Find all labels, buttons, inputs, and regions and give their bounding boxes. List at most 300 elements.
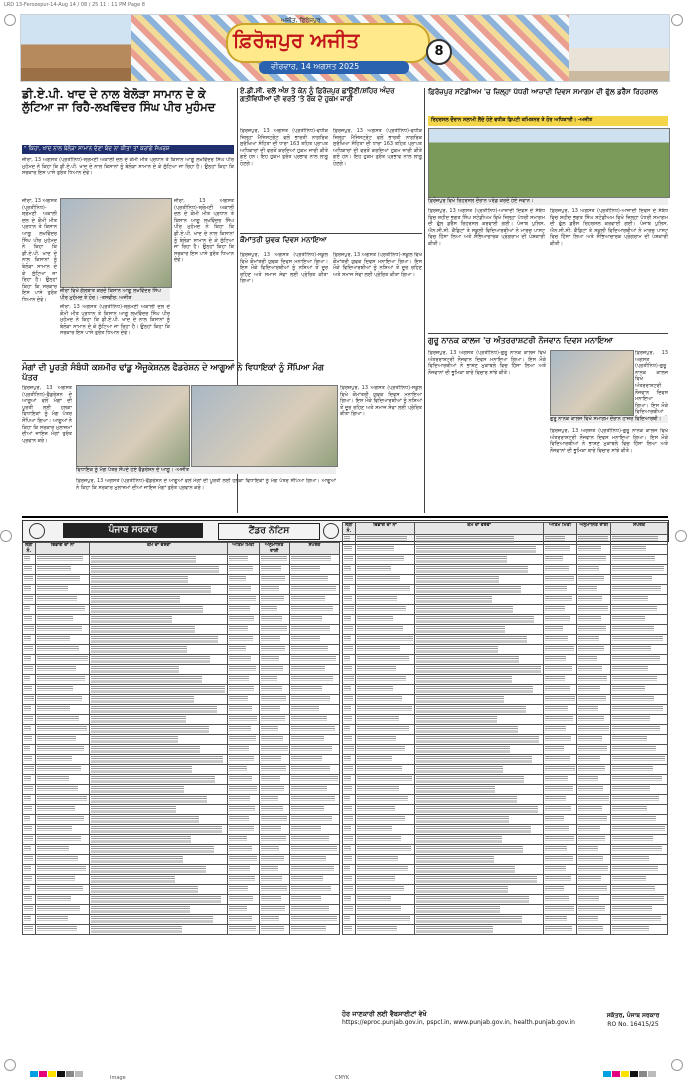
table-row bbox=[343, 675, 668, 685]
fine-print bbox=[261, 576, 286, 581]
fine-print bbox=[416, 926, 493, 933]
crop-mark bbox=[0, 530, 12, 542]
table-cell bbox=[543, 635, 576, 645]
table-cell bbox=[35, 825, 90, 835]
fine-print bbox=[24, 746, 30, 751]
fine-print bbox=[344, 646, 353, 651]
table-cell bbox=[611, 605, 668, 615]
table-cell bbox=[543, 695, 576, 705]
fine-print bbox=[37, 596, 77, 601]
table-cell bbox=[259, 745, 289, 755]
fine-print bbox=[545, 706, 568, 711]
fine-print bbox=[344, 716, 352, 721]
fine-print bbox=[416, 886, 508, 893]
table-cell bbox=[611, 625, 668, 635]
fine-print bbox=[344, 706, 351, 711]
table-cell bbox=[35, 765, 90, 775]
fine-print bbox=[291, 796, 335, 801]
table-cell bbox=[228, 685, 260, 695]
story4-body-col: ਫ਼ਿਰੋਜ਼ਪੁਰ, 13 ਅਗਸਤ (ਪ੍ਰਤੀਨਿਧ)-ਸਕੂਲ ਵਿਖੇ ਕੌਮਾਂਤਰੀ ਯੁਵਕ ਦਿਵਸ ਮਨਾਇਆ ਗਿਆ। ਇਸ ਮੌਕੇ ਵਿਦਿਆਰਥੀਆਂ ਨੂੰ ਨਸ਼ਿਆਂ ਤੋਂ ਦੂਰ ਰਹਿਣ ਅਤੇ ਸਮਾਜ ਸੇਵਾ ਲਈ ਪ੍ਰੇਰਿਤ ਕੀਤਾ ਗਿਆ। bbox=[340, 385, 422, 418]
fine-print bbox=[344, 586, 350, 591]
table-cell bbox=[35, 775, 90, 785]
table-cell bbox=[355, 635, 414, 645]
fine-print bbox=[37, 746, 85, 751]
table-cell bbox=[90, 625, 228, 635]
table-cell bbox=[289, 815, 339, 825]
table-cell bbox=[90, 735, 228, 745]
th-dept: ਵਿਭਾਗ ਦਾ ਨਾਂ bbox=[355, 523, 414, 535]
table-cell bbox=[35, 565, 90, 575]
table-cell bbox=[543, 765, 576, 775]
tender-table bbox=[22, 542, 340, 935]
table-cell bbox=[90, 605, 228, 615]
fine-print bbox=[578, 916, 597, 921]
table-cell bbox=[289, 875, 339, 885]
table-cell bbox=[90, 745, 228, 755]
table-cell bbox=[577, 745, 611, 755]
table-cell bbox=[611, 685, 668, 695]
fine-print bbox=[91, 646, 187, 653]
table-cell bbox=[23, 885, 36, 895]
fine-print bbox=[24, 646, 33, 651]
table-cell bbox=[543, 725, 576, 735]
table-cell bbox=[415, 855, 544, 865]
table-cell bbox=[577, 735, 611, 745]
fine-print bbox=[578, 886, 606, 891]
table-cell bbox=[611, 835, 668, 845]
fine-print bbox=[37, 916, 69, 921]
table-cell bbox=[611, 855, 668, 865]
table-cell bbox=[23, 865, 36, 875]
table-cell bbox=[577, 895, 611, 905]
table-cell bbox=[577, 605, 611, 615]
fine-print bbox=[357, 756, 393, 761]
fine-print bbox=[344, 666, 352, 671]
th-date: ਅੰਤਿਮ ਮਿਤੀ bbox=[543, 523, 576, 535]
table-row bbox=[23, 655, 340, 665]
table-cell bbox=[543, 625, 576, 635]
fine-print bbox=[545, 536, 565, 541]
fine-print bbox=[291, 556, 331, 561]
fine-print bbox=[37, 846, 69, 851]
fine-print bbox=[545, 906, 574, 911]
table-row bbox=[23, 585, 340, 595]
fine-print bbox=[229, 836, 247, 841]
fine-print bbox=[24, 916, 31, 921]
fine-print bbox=[578, 826, 599, 831]
fine-print bbox=[229, 566, 253, 571]
table-cell bbox=[611, 795, 668, 805]
fine-print bbox=[578, 866, 608, 871]
table-cell bbox=[228, 605, 260, 615]
table-cell bbox=[611, 595, 668, 605]
fine-print bbox=[91, 666, 178, 673]
table-cell bbox=[543, 745, 576, 755]
table-cell bbox=[355, 865, 414, 875]
fine-print bbox=[91, 596, 180, 603]
th-work: ਕੰਮ ਦਾ ਵੇਰਵਾ bbox=[415, 523, 544, 535]
table-cell bbox=[289, 765, 339, 775]
fine-print bbox=[357, 856, 398, 861]
table-cell bbox=[355, 835, 414, 845]
table-cell bbox=[543, 835, 576, 845]
fine-print bbox=[344, 866, 350, 871]
fine-print bbox=[578, 786, 603, 791]
table-cell bbox=[259, 915, 289, 925]
fine-print bbox=[37, 766, 81, 771]
table-cell bbox=[343, 675, 356, 685]
fine-print bbox=[578, 536, 608, 541]
fine-print bbox=[91, 636, 218, 643]
table-cell bbox=[35, 665, 90, 675]
table-row bbox=[343, 615, 668, 625]
fine-print bbox=[291, 866, 334, 871]
fine-print bbox=[416, 746, 510, 753]
table-cell bbox=[289, 735, 339, 745]
table-cell bbox=[355, 685, 414, 695]
table-cell bbox=[355, 715, 414, 725]
fine-print bbox=[24, 726, 31, 731]
table-cell bbox=[415, 665, 544, 675]
table-row bbox=[23, 925, 340, 935]
table-cell bbox=[343, 595, 356, 605]
table-cell bbox=[228, 845, 260, 855]
table-row bbox=[23, 815, 340, 825]
fine-print bbox=[612, 556, 654, 561]
fine-print bbox=[545, 636, 568, 641]
fine-print bbox=[545, 926, 572, 931]
fine-print bbox=[24, 676, 30, 681]
table-cell bbox=[228, 715, 260, 725]
fine-print bbox=[229, 606, 250, 611]
story1-photo bbox=[60, 198, 172, 288]
story5-banner: ਰਿਹਰਸਲ ਦੌਰਾਨ ਸਲਾਮੀ ਲੈਂਦੇ ਹੋਏ ਵਧੀਕ ਡਿਪਟੀ ਕਮਿਸ਼ਨਰ ਤੇ ਹੋਰ ਅਧਿਕਾਰੀ। -ਅਜੀਤ bbox=[428, 116, 668, 126]
fine-print bbox=[229, 576, 246, 581]
fine-print bbox=[545, 896, 569, 901]
table-row bbox=[23, 605, 340, 615]
story2-body: ਫ਼ਿਰੋਜ਼ਪੁਰ, 13 ਅਗਸਤ (ਪ੍ਰਤੀਨਿਧ)-ਫੈਡਰੇਸ਼ਨ ਦੇ ਆਗੂਆਂ ਵਲੋਂ ਮੰਗਾਂ ਦੀ ਪੂਰਤੀ ਲਈ ਹਲਕਾ ਵਿਧਾਇਕਾਂ ਨੂੰ ਮੰਗ ਪੱਤਰ ਸੌਂਪਿਆ ਗਿਆ। ਆਗੂਆਂ ਨੇ ਕਿਹਾ ਕਿ ਸਰਕਾਰ ਮੁਲਾਜ਼ਮਾਂ ਦੀਆਂ ਜਾਇਜ਼ ਮੰਗਾਂ ਤੁਰੰਤ ਪ੍ਰਵਾਨ ਕਰੇ। bbox=[76, 478, 336, 491]
table-row bbox=[343, 775, 668, 785]
table-cell bbox=[90, 575, 228, 585]
table-cell bbox=[259, 635, 289, 645]
table-cell bbox=[228, 695, 260, 705]
table-cell bbox=[259, 735, 289, 745]
fine-print bbox=[91, 616, 172, 623]
fine-print bbox=[91, 776, 215, 783]
table-cell bbox=[259, 575, 289, 585]
fine-print bbox=[37, 836, 81, 841]
table-cell bbox=[355, 885, 414, 895]
fine-print bbox=[416, 646, 498, 653]
fine-print bbox=[357, 606, 407, 611]
table-cell bbox=[228, 555, 260, 565]
fine-print bbox=[344, 576, 353, 581]
table-cell bbox=[415, 745, 544, 755]
table-row bbox=[343, 885, 668, 895]
table-cell bbox=[611, 735, 668, 745]
table-cell bbox=[577, 785, 611, 795]
fine-print bbox=[261, 636, 281, 641]
table-cell bbox=[35, 855, 90, 865]
fine-print bbox=[416, 786, 495, 793]
table-row bbox=[23, 915, 340, 925]
fine-print bbox=[578, 646, 604, 651]
fine-print bbox=[229, 586, 251, 591]
table-row bbox=[23, 745, 340, 755]
fine-print bbox=[24, 906, 33, 911]
fine-print bbox=[357, 626, 403, 631]
fine-print bbox=[545, 696, 575, 701]
table-cell bbox=[343, 705, 356, 715]
fine-print bbox=[24, 636, 31, 641]
table-cell bbox=[355, 855, 414, 865]
fine-print bbox=[37, 676, 85, 681]
tender-table-left bbox=[22, 542, 340, 1007]
tender-table-right bbox=[342, 522, 668, 1007]
fine-print bbox=[37, 626, 82, 631]
story4-body-col: ਫ਼ਿਰੋਜ਼ਪੁਰ, 13 ਅਗਸਤ (ਪ੍ਰਤੀਨਿਧ)-ਸਕੂਲ ਵਿਖੇ ਕੌਮਾਂਤਰੀ ਯੁਵਕ ਦਿਵਸ ਮਨਾਇਆ ਗਿਆ। ਇਸ ਮੌਕੇ ਵਿਦਿਆਰਥੀਆਂ ਨੂੰ ਨਸ਼ਿਆਂ ਤੋਂ ਦੂਰ ਰਹਿਣ ਅਤੇ ਸਮਾਜ ਸੇਵਾ ਲਈ ਪ੍ਰੇਰਿਤ ਕੀਤਾ ਗਿਆ। bbox=[333, 252, 422, 278]
fine-print bbox=[612, 626, 654, 631]
fine-print bbox=[261, 776, 280, 781]
fine-print bbox=[357, 736, 396, 741]
fine-print bbox=[357, 556, 404, 561]
table-cell bbox=[90, 925, 228, 935]
fine-print bbox=[545, 576, 574, 581]
fine-print bbox=[357, 586, 410, 591]
fine-print bbox=[229, 626, 248, 631]
table-cell bbox=[228, 795, 260, 805]
fine-print bbox=[91, 796, 207, 803]
fine-print bbox=[24, 606, 30, 611]
table-cell bbox=[228, 775, 260, 785]
table-row bbox=[23, 725, 340, 735]
table-cell bbox=[355, 705, 414, 715]
table-cell bbox=[23, 665, 36, 675]
fine-print bbox=[24, 796, 31, 801]
fine-print bbox=[612, 676, 657, 681]
fine-print bbox=[612, 896, 664, 901]
fine-print bbox=[545, 656, 567, 661]
table-cell bbox=[343, 785, 356, 795]
table-cell bbox=[289, 845, 339, 855]
fine-print bbox=[578, 576, 604, 581]
fine-print bbox=[344, 836, 353, 841]
table-cell bbox=[289, 775, 339, 785]
fine-print bbox=[357, 686, 393, 691]
fine-print bbox=[37, 706, 70, 711]
fine-print bbox=[545, 666, 572, 671]
table-cell bbox=[355, 555, 414, 565]
table-cell bbox=[23, 925, 36, 935]
table-cell bbox=[611, 775, 668, 785]
fine-print bbox=[416, 606, 513, 613]
story6-photo bbox=[550, 350, 634, 416]
fine-print bbox=[612, 866, 658, 871]
fine-print bbox=[612, 716, 650, 721]
table-row bbox=[343, 735, 668, 745]
story1-headline: ਡੀ.ਏ.ਪੀ. ਖਾਦ ਦੇ ਨਾਲ ਬੇਲੋੜਾ ਸਾਮਾਨ ਦੇ ਕੇ ਲੁੱਟਿਆ ਜਾ ਰਿਹੈ-ਲਖਵਿੰਦਰ ਸਿੰਘ ਪੀਰ ਮੁਹੰਮਦ bbox=[22, 87, 216, 115]
fine-print bbox=[261, 856, 284, 861]
table-row bbox=[23, 805, 340, 815]
fine-print bbox=[357, 666, 396, 671]
table-cell bbox=[90, 895, 228, 905]
table-row bbox=[23, 675, 340, 685]
table-cell bbox=[543, 895, 576, 905]
fine-print bbox=[545, 566, 569, 571]
table-cell bbox=[259, 605, 289, 615]
fine-print bbox=[578, 556, 606, 561]
fine-print bbox=[229, 756, 254, 761]
fine-print bbox=[612, 566, 664, 571]
fine-print bbox=[416, 876, 537, 883]
table-cell bbox=[577, 655, 611, 665]
table-row bbox=[23, 785, 340, 795]
fine-print bbox=[416, 586, 520, 593]
table-cell bbox=[577, 685, 611, 695]
fine-print bbox=[91, 656, 209, 663]
table-cell bbox=[23, 855, 36, 865]
table-cell bbox=[415, 685, 544, 695]
fine-print bbox=[357, 876, 395, 881]
table-cell bbox=[611, 745, 668, 755]
th-amount: ਅਨੁਮਾਨਿਤ ਰਾਸ਼ੀ bbox=[577, 523, 611, 535]
table-cell bbox=[23, 595, 36, 605]
table-cell bbox=[343, 895, 356, 905]
table-cell bbox=[355, 565, 414, 575]
fine-print bbox=[291, 726, 335, 731]
fine-print bbox=[291, 916, 337, 921]
page-slug: LRD 13-Ferozepur-14-Aug 14 / 08 / 25 11 : 11 PM Page 8 bbox=[4, 2, 145, 8]
fine-print bbox=[91, 626, 195, 633]
table-cell bbox=[23, 645, 36, 655]
table-cell bbox=[415, 825, 544, 835]
table-cell bbox=[289, 565, 339, 575]
tender-sign: ਸਕੱਤਰ, ਪੰਜਾਬ ਸਰਕਾਰ bbox=[606, 1012, 660, 1019]
table-cell bbox=[90, 795, 228, 805]
table-cell bbox=[611, 725, 668, 735]
fine-print bbox=[578, 676, 607, 681]
fine-print bbox=[357, 726, 409, 731]
table-cell bbox=[289, 575, 339, 585]
fine-print bbox=[357, 746, 405, 751]
fine-print bbox=[545, 846, 568, 851]
table-cell bbox=[415, 775, 544, 785]
fine-print bbox=[229, 696, 248, 701]
story3-body-col: ਫ਼ਿਰੋਜ਼ਪੁਰ, 13 ਅਗਸਤ (ਪ੍ਰਤੀਨਿਧ)-ਵਧੀਕ ਜ਼ਿਲ੍ਹਾ ਮੈਜਿਸਟ੍ਰੇਟ ਵਲੋਂ ਭਾਰਤੀ ਨਾਗਰਿਕ ਸੁਰੱਖਿਆ ਸੰਹਿਤਾ ਦੀ ਧਾਰਾ 163 ਤਹਿਤ ਪ੍ਰਾਪਤ ਅਧਿਕਾਰਾਂ ਦੀ ਵਰਤੋਂ ਕਰਦਿਆਂ ਹੁਕਮ ਜਾਰੀ ਕੀਤੇ ਗਏ ਹਨ। ਇਹ ਹੁਕਮ ਤੁਰੰਤ ਪ੍ਰਭਾਵ ਨਾਲ ਲਾਗੂ ਹੋਣਗੇ। bbox=[240, 128, 328, 167]
table-cell bbox=[228, 865, 260, 875]
table-cell bbox=[543, 535, 576, 545]
fine-print bbox=[416, 626, 505, 633]
bottom-slug: Image bbox=[110, 1075, 126, 1081]
table-cell bbox=[343, 765, 356, 775]
fine-print bbox=[344, 876, 352, 881]
table-cell bbox=[228, 835, 260, 845]
table-cell bbox=[90, 815, 228, 825]
tender-footer-title: ਹੋਰ ਜਾਣਕਾਰੀ ਲਈ ਵੈਬਸਾਈਟਾਂ ਵੇਖੋ bbox=[342, 1010, 427, 1018]
table-cell bbox=[35, 645, 90, 655]
table-cell bbox=[415, 535, 544, 545]
story6-body-col: ਫ਼ਿਰੋਜ਼ਪੁਰ, 13 ਅਗਸਤ (ਪ੍ਰਤੀਨਿਧ)-ਗੁਰੂ ਨਾਨਕ ਕਾਲਜ ਵਿਖੇ ਅੰਤਰਰਾਸ਼ਟਰੀ ਨੌਜਵਾਨ ਦਿਵਸ ਮਨਾਇਆ ਗਿਆ। ਇਸ ਮੌਕੇ ਵਿਦਿਆਰਥੀਆਂ bbox=[635, 350, 668, 416]
story1-body-col: ਜ਼ੀਰਾ, 13 ਅਗਸਤ (ਪ੍ਰਤੀਨਿਧ)-ਸ਼੍ਰੋਮਣੀ ਅਕਾਲੀ ਦਲ ਦੇ ਕੌਮੀ ਮੀਤ ਪ੍ਰਧਾਨ ਤੇ ਕਿਸਾਨ ਆਗੂ ਲਖਵਿੰਦਰ ਸਿੰਘ ਪੀਰ ਮੁਹੰਮਦ ਨੇ ਕਿਹਾ ਕਿ ਡੀ.ਏ.ਪੀ. ਖਾਦ ਦੇ ਨਾਲ ਕਿਸਾਨਾਂ ਨੂੰ ਬੇਲੋੜਾ ਸਾਮਾਨ ਦੇ ਕੇ ਲੁੱਟਿਆ ਜਾ ਰਿਹਾ ਹੈ। ਉਨ੍ਹਾਂ ਕਿਹਾ ਕਿ ਸਰਕਾਰ ਇਸ ਪਾਸੇ ਤੁਰੰਤ ਧਿਆਨ ਦੇਵੇ। bbox=[60, 304, 170, 337]
fine-print bbox=[545, 626, 563, 631]
table-cell bbox=[259, 655, 289, 665]
table-cell bbox=[90, 785, 228, 795]
fine-print bbox=[91, 766, 192, 773]
fine-print bbox=[357, 696, 403, 701]
table-cell bbox=[355, 655, 414, 665]
table-cell bbox=[355, 645, 414, 655]
table-cell bbox=[415, 875, 544, 885]
table-row bbox=[343, 695, 668, 705]
fine-print bbox=[344, 726, 350, 731]
fine-print bbox=[344, 546, 352, 551]
fine-print bbox=[24, 686, 32, 691]
fine-print bbox=[229, 856, 257, 861]
table-cell bbox=[35, 555, 90, 565]
fine-print bbox=[91, 556, 196, 563]
fine-print bbox=[416, 666, 540, 673]
table-cell bbox=[35, 785, 90, 795]
table-cell bbox=[35, 705, 90, 715]
fine-print bbox=[24, 866, 31, 871]
fine-print bbox=[261, 626, 287, 631]
table-cell bbox=[415, 925, 544, 935]
fine-print bbox=[416, 796, 517, 803]
table-cell bbox=[23, 565, 36, 575]
fine-print bbox=[229, 676, 249, 681]
fine-print bbox=[357, 676, 406, 681]
fine-print bbox=[24, 666, 33, 671]
table-row bbox=[23, 625, 340, 635]
table-cell bbox=[577, 775, 611, 785]
fine-print bbox=[229, 746, 249, 751]
table-cell bbox=[577, 825, 611, 835]
table-cell bbox=[90, 635, 228, 645]
table-cell bbox=[415, 735, 544, 745]
table-cell bbox=[355, 845, 414, 855]
table-cell bbox=[289, 685, 339, 695]
fine-print bbox=[291, 896, 321, 901]
tender-sign-block bbox=[598, 1012, 668, 1029]
table-cell bbox=[415, 915, 544, 925]
fine-print bbox=[261, 616, 282, 621]
table-cell bbox=[343, 555, 356, 565]
masthead bbox=[20, 14, 670, 82]
table-cell bbox=[415, 905, 544, 915]
fine-print bbox=[612, 666, 647, 671]
table-cell bbox=[343, 875, 356, 885]
fine-print bbox=[357, 776, 412, 781]
fine-print bbox=[612, 846, 661, 851]
table-cell bbox=[577, 675, 611, 685]
fine-print bbox=[357, 786, 399, 791]
fine-print bbox=[578, 616, 600, 621]
fine-print bbox=[578, 566, 599, 571]
table-cell bbox=[289, 725, 339, 735]
fine-print bbox=[416, 836, 501, 843]
table-row bbox=[343, 575, 668, 585]
fine-print bbox=[357, 886, 404, 891]
table-cell bbox=[228, 895, 260, 905]
table-cell bbox=[355, 595, 414, 605]
fine-print bbox=[578, 706, 598, 711]
fine-print bbox=[545, 876, 571, 881]
fine-print bbox=[357, 636, 413, 641]
table-row bbox=[23, 715, 340, 725]
table-cell bbox=[415, 705, 544, 715]
fine-print bbox=[91, 746, 200, 753]
fine-print bbox=[344, 756, 351, 761]
